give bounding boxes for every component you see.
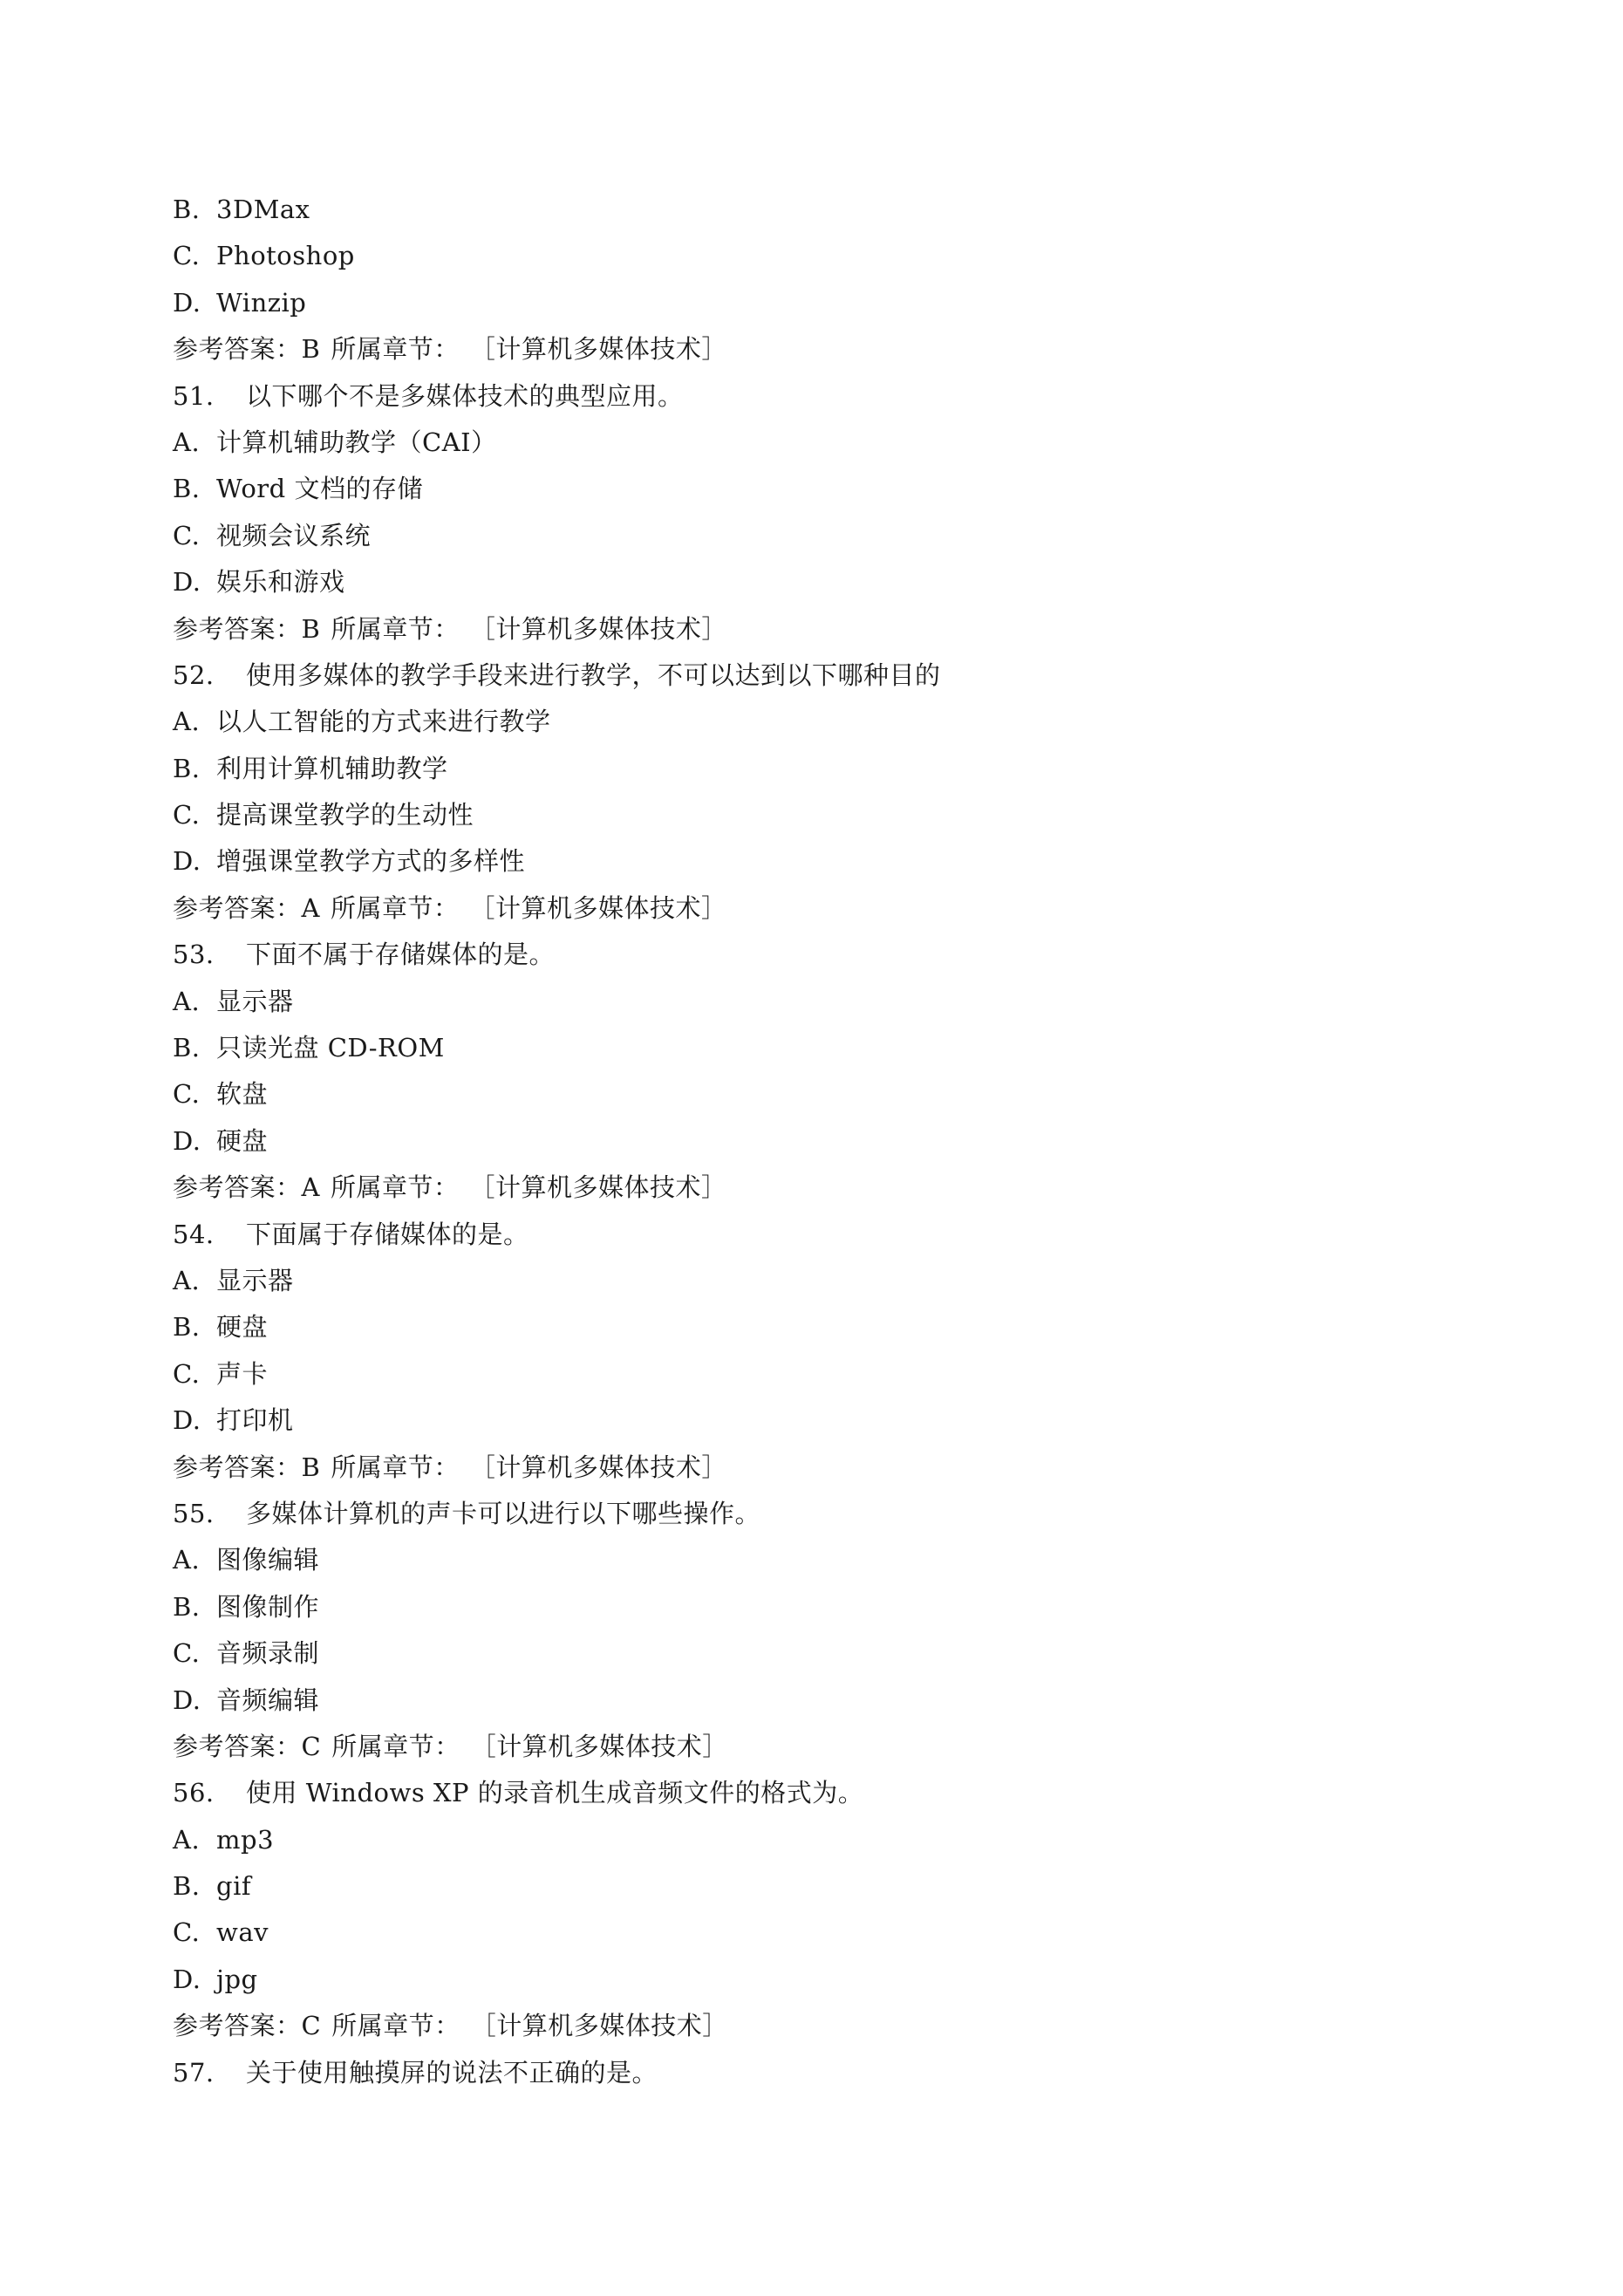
option-text: mp3	[216, 1824, 275, 1855]
option-line	[173, 1910, 1481, 1956]
question-number: 53.	[173, 940, 215, 970]
chapter-name: ［计算机多媒体技术］	[469, 892, 727, 923]
option-text: 声卡	[216, 1358, 269, 1389]
option-letter: B.	[173, 1871, 201, 1902]
option-line	[173, 1397, 1481, 1444]
option-line	[173, 1817, 1481, 1863]
option-line	[173, 1678, 1481, 1724]
option-line	[173, 746, 1481, 792]
chapter-label: 所属章节：	[331, 1452, 460, 1482]
option-line	[173, 280, 1481, 326]
option-text: wav	[216, 1917, 269, 1948]
question-line	[173, 1770, 1481, 1816]
question-text: 关于使用触摸屏的说法不正确的是。	[246, 2057, 658, 2088]
chapter-label: 所属章节：	[330, 1172, 460, 1203]
option-letter: D.	[173, 567, 201, 598]
document-page	[173, 187, 1481, 2096]
answer-label: 参考答案：	[173, 892, 302, 923]
option-letter: B.	[173, 1591, 201, 1622]
question-number: 51.	[173, 380, 215, 411]
answer-value: C	[301, 1731, 322, 1761]
option-line	[173, 1118, 1481, 1165]
option-line	[173, 1630, 1481, 1677]
option-text: gif	[216, 1871, 252, 1902]
answer-label: 参考答案：	[173, 613, 302, 644]
option-letter: C.	[173, 1917, 201, 1948]
question-text: 使用 Windows XP 的录音机生成音频文件的格式为。	[246, 1778, 864, 1808]
answer-value: A	[301, 892, 320, 923]
answer-label: 参考答案：	[173, 1731, 302, 1761]
option-letter: A.	[173, 427, 201, 457]
option-line	[173, 1071, 1481, 1117]
option-line	[173, 1351, 1481, 1397]
option-text: 增强课堂教学方式的多样性	[216, 846, 526, 877]
option-letter: A.	[173, 986, 201, 1016]
option-line	[173, 1957, 1481, 2003]
question-text: 以下哪个不是多媒体技术的典型应用。	[246, 380, 684, 411]
answer-label: 参考答案：	[173, 2011, 302, 2041]
option-text: 图像编辑	[216, 1545, 320, 1575]
option-line	[173, 1258, 1481, 1304]
option-text: Winzip	[216, 287, 307, 318]
question-number: 57.	[173, 2057, 215, 2088]
question-number: 54.	[173, 1219, 215, 1249]
option-text: 显示器	[216, 986, 294, 1016]
option-letter: A.	[173, 1545, 201, 1575]
option-text: Word 文档的存储	[216, 474, 423, 504]
option-text: 以人工智能的方式来进行教学	[216, 707, 551, 737]
answer-line	[173, 2003, 1481, 2049]
chapter-label: 所属章节：	[331, 2011, 460, 2041]
option-letter: D.	[173, 1964, 201, 1994]
option-line	[173, 838, 1481, 885]
option-line	[173, 513, 1481, 559]
question-text: 下面不属于存储媒体的是。	[246, 940, 556, 970]
chapter-name: ［计算机多媒体技术］	[469, 1452, 727, 1482]
option-line	[173, 1584, 1481, 1630]
option-text: 只读光盘 CD-ROM	[216, 1033, 445, 1063]
question-line	[173, 932, 1481, 978]
question-number: 56.	[173, 1778, 215, 1808]
option-line	[173, 1304, 1481, 1350]
option-text: 图像制作	[216, 1591, 320, 1622]
answer-line	[173, 885, 1481, 932]
option-text: Photoshop	[216, 241, 355, 271]
option-letter: C.	[173, 1079, 201, 1110]
option-letter: D.	[173, 1684, 201, 1715]
question-line	[173, 1212, 1481, 1258]
option-line	[173, 1863, 1481, 1910]
option-letter: C.	[173, 1638, 201, 1669]
option-line	[173, 233, 1481, 279]
option-line	[173, 792, 1481, 838]
answer-value: A	[301, 1172, 320, 1203]
chapter-name: ［计算机多媒体技术］	[469, 1172, 727, 1203]
question-line	[173, 1491, 1481, 1537]
option-letter: D.	[173, 1405, 201, 1436]
question-number: 52.	[173, 659, 215, 690]
chapter-name: ［计算机多媒体技术］	[470, 1731, 728, 1761]
option-text: 3DMax	[216, 195, 310, 224]
option-text: 音频编辑	[216, 1684, 320, 1715]
option-line	[173, 699, 1481, 745]
question-text: 多媒体计算机的声卡可以进行以下哪些操作。	[246, 1498, 761, 1528]
option-text: 硬盘	[216, 1125, 269, 1156]
answer-line	[173, 1445, 1481, 1491]
option-text: 打印机	[216, 1405, 294, 1436]
question-number: 55.	[173, 1498, 215, 1528]
question-text: 下面属于存储媒体的是。	[246, 1219, 529, 1249]
option-text: 显示器	[216, 1265, 294, 1295]
option-text: 娱乐和游戏	[216, 567, 345, 598]
option-letter: C.	[173, 520, 201, 550]
answer-value: B	[301, 1452, 321, 1482]
option-text: 计算机辅助教学（CAI）	[216, 427, 497, 457]
option-text: 软盘	[216, 1079, 269, 1110]
option-text: 音频录制	[216, 1638, 320, 1669]
chapter-label: 所属章节：	[331, 1731, 460, 1761]
option-letter: A.	[173, 1824, 201, 1855]
option-line	[173, 466, 1481, 512]
option-letter: D.	[173, 846, 201, 877]
question-text: 使用多媒体的教学手段来进行教学，不可以达到以下哪种目的	[246, 659, 941, 690]
option-letter: B.	[173, 753, 201, 783]
chapter-label: 所属章节：	[330, 892, 460, 923]
option-line	[173, 1537, 1481, 1583]
option-text: 利用计算机辅助教学	[216, 753, 448, 783]
answer-line	[173, 1724, 1481, 1770]
option-line	[173, 979, 1481, 1025]
option-text: 视频会议系统	[216, 520, 372, 550]
option-letter: C.	[173, 800, 201, 830]
option-line	[173, 187, 1481, 233]
option-letter: D.	[173, 287, 201, 318]
answer-value: B	[301, 613, 321, 644]
option-letter: B.	[173, 1312, 201, 1343]
option-letter: B.	[173, 474, 201, 504]
option-letter: B.	[173, 1033, 201, 1063]
option-text: 提高课堂教学的生动性	[216, 800, 474, 830]
option-letter: A.	[173, 1265, 201, 1295]
option-letter: B.	[173, 195, 201, 224]
answer-line	[173, 1165, 1481, 1211]
option-line	[173, 1025, 1481, 1071]
answer-value: B	[301, 334, 321, 365]
answer-value: C	[301, 2011, 322, 2041]
answer-line	[173, 326, 1481, 372]
answer-label: 参考答案：	[173, 1172, 302, 1203]
answer-label: 参考答案：	[173, 334, 302, 365]
chapter-name: ［计算机多媒体技术］	[469, 334, 727, 365]
option-letter: A.	[173, 707, 201, 737]
chapter-name: ［计算机多媒体技术］	[470, 2011, 728, 2041]
option-letter: C.	[173, 241, 201, 271]
chapter-name: ［计算机多媒体技术］	[469, 613, 727, 644]
question-line	[173, 373, 1481, 420]
option-text: jpg	[216, 1964, 258, 1994]
option-letter: D.	[173, 1125, 201, 1156]
chapter-label: 所属章节：	[331, 613, 460, 644]
answer-label: 参考答案：	[173, 1452, 302, 1482]
question-line	[173, 653, 1481, 699]
option-text: 硬盘	[216, 1312, 269, 1343]
chapter-label: 所属章节：	[331, 334, 460, 365]
question-line	[173, 2050, 1481, 2096]
option-letter: C.	[173, 1358, 201, 1389]
option-line	[173, 420, 1481, 466]
answer-line	[173, 606, 1481, 653]
option-line	[173, 559, 1481, 605]
